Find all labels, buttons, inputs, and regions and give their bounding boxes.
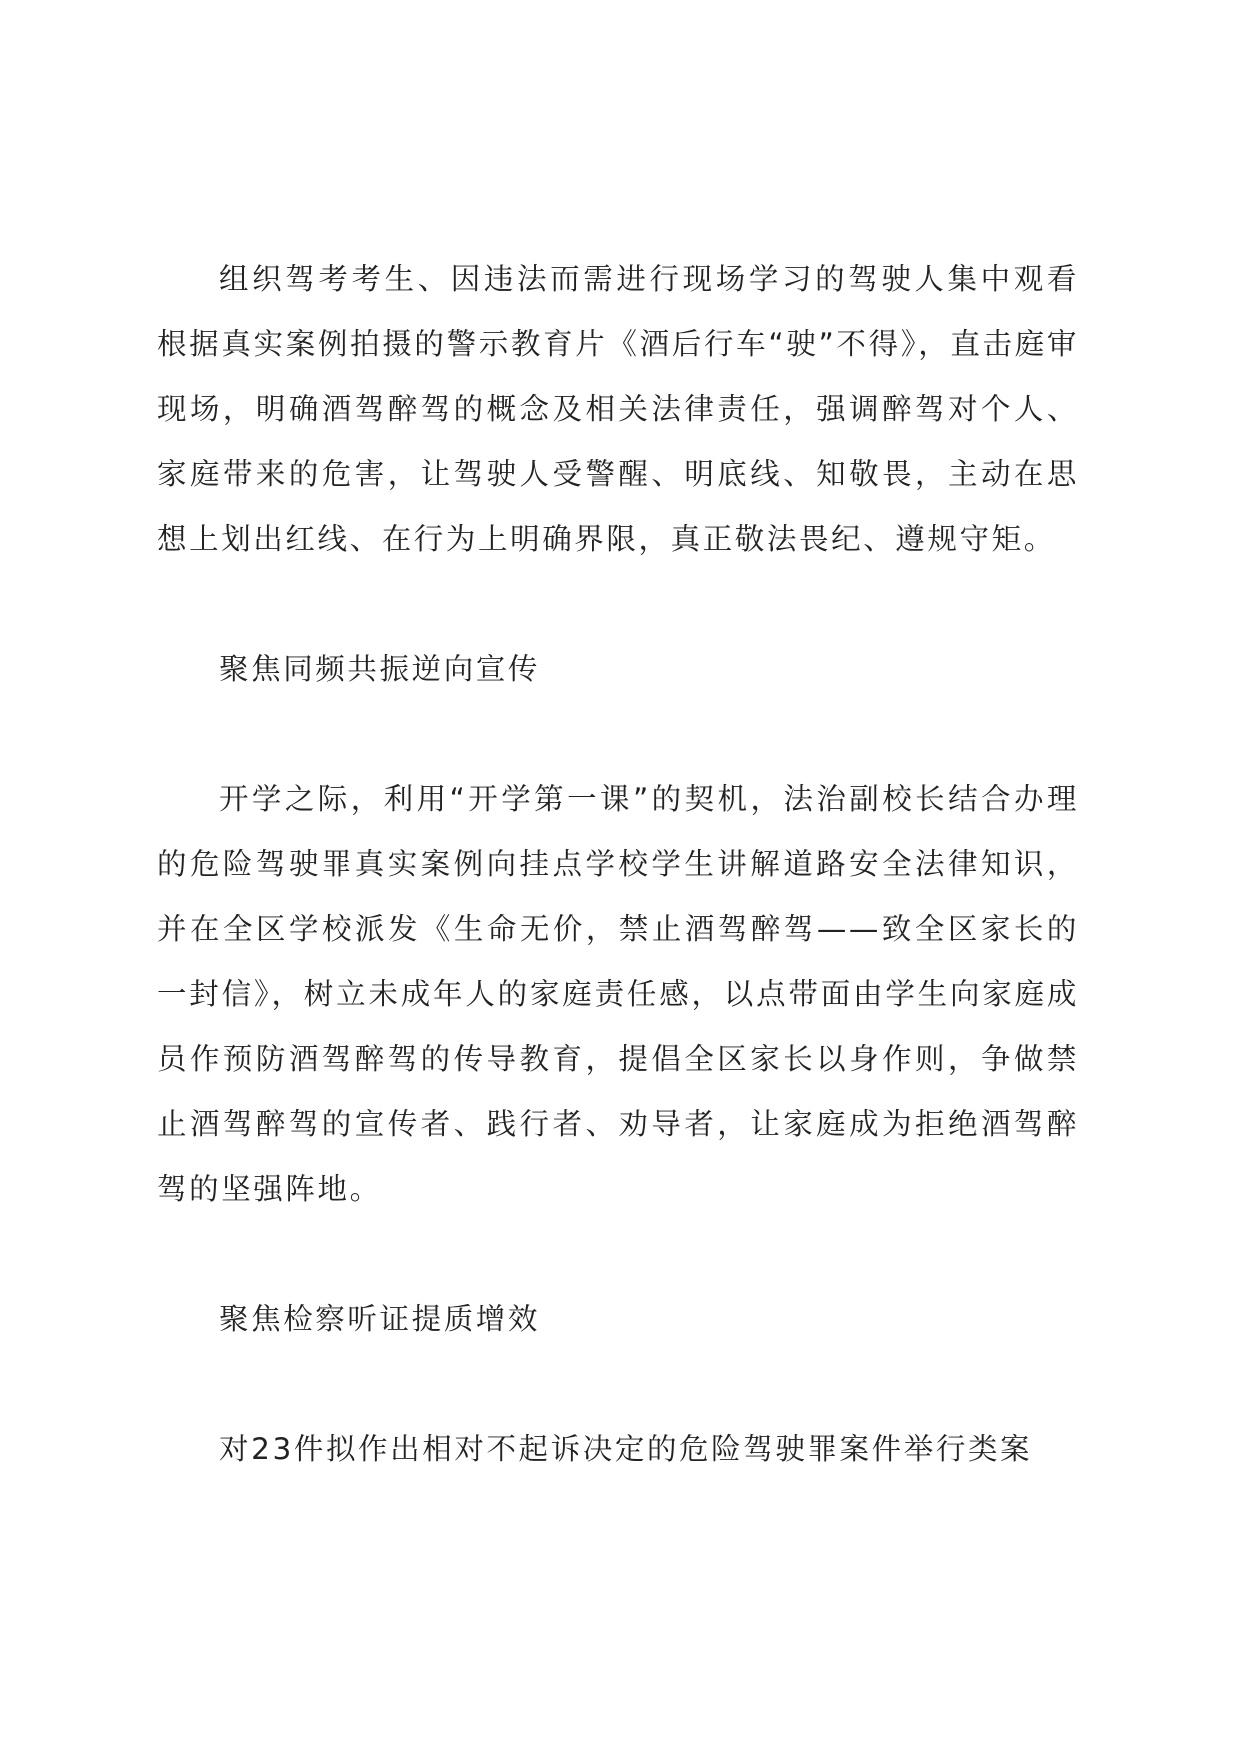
paragraph-spacer (157, 572, 1079, 637)
paragraph-hearing-cases: 对23件拟作出相对不起诉决定的危险驾驶罪案件举行类案 (219, 1432, 1033, 1466)
section-heading-procuratorial-hearing: 聚焦检察听证提质增效 (219, 1302, 541, 1336)
section-heading-reverse-publicity: 聚焦同频共振逆向宣传 (219, 652, 541, 686)
paragraph-school-first-lesson: 开学之际，利用“开学第一课”的契机，法治副校长结合办理的危险驾驶罪真实案例向挂点学校学生讲解道路安全法律知识，并在全区学校派发《生命无价，禁止酒驾醉驾——致全区家长的一封信》，树立未成年人的家庭责任感，以点带面由学生向家庭成员作预防酒驾醉驾的传导教育，提倡全区家长以身作则，争做禁止酒驾醉驾的宣传者、践行者、劝导者，让家庭成为拒绝酒驾醉驾的坚强阵地。 (157, 782, 1079, 1206)
paragraph-spacer (157, 1222, 1079, 1287)
paragraph-spacer (157, 702, 1079, 767)
paragraph-warning-education: 组织驾考考生、因违法而需进行现场学习的驾驶人集中观看根据真实案例拍摄的警示教育片《酒后行车“驶”不得》，直击庭审现场，明确酒驾醉驾的概念及相关法律责任，强调醉驾对个人、家庭带来的危害，让驾驶人受警醒、明底线、知敬畏，主动在思想上划出红线、在行为上明确界限，真正敬法畏纪、遵规守矩。 (157, 262, 1079, 556)
document-body (157, 247, 1079, 1482)
paragraph-spacer (157, 1352, 1079, 1417)
